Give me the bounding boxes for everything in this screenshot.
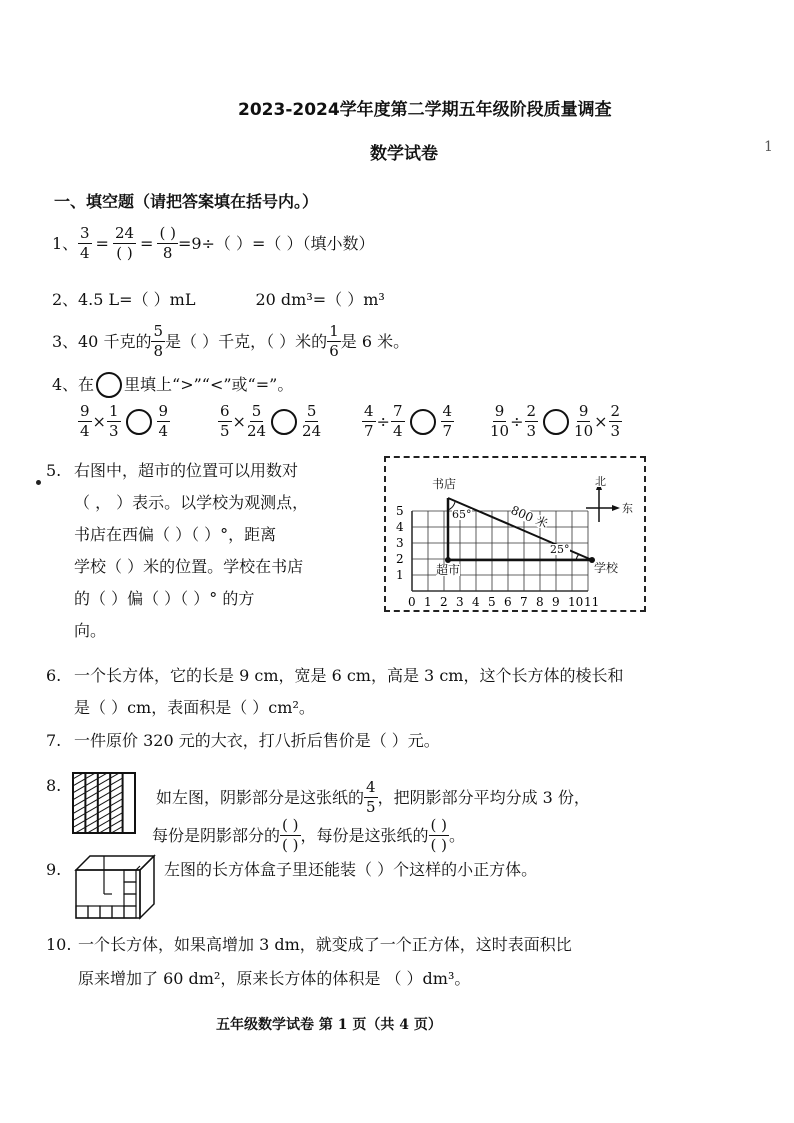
question-text: 40 千克的 bbox=[78, 331, 152, 351]
question-number: 6. bbox=[46, 666, 62, 685]
y-tick-label: 2 bbox=[396, 552, 404, 566]
box-figure bbox=[74, 854, 156, 920]
question-9-text: 左图的长方体盒子里还能装（ ）个这样的小正方体。 bbox=[164, 860, 538, 879]
fraction: $\frac{9}{10}$ bbox=[574, 402, 594, 440]
x-tick-label: 8 bbox=[536, 595, 544, 609]
x-tick-label: 6 bbox=[504, 595, 512, 609]
corner-mark: 1 bbox=[764, 139, 773, 155]
question-text: ，每份是这张纸的 bbox=[300, 825, 429, 845]
operator: × bbox=[232, 411, 246, 431]
shaded-paper-figure bbox=[72, 772, 136, 834]
compare-circle-blank[interactable] bbox=[126, 409, 152, 435]
question-text: 书店在西偏（ ）（ ）°，距离 bbox=[74, 525, 277, 544]
stray-dot bbox=[36, 480, 41, 485]
fraction: $\frac{9}{4}$ bbox=[80, 402, 90, 440]
question-1 bbox=[52, 226, 375, 261]
fraction: $\frac{9}{4}$ bbox=[158, 402, 169, 440]
question-text: 学校（ ）米的位置。学校在书店 bbox=[74, 557, 304, 576]
operator: ÷ bbox=[376, 411, 390, 431]
question-number: 5. bbox=[46, 461, 62, 480]
label-north: 北 bbox=[595, 475, 606, 488]
x-tick-label: 2 bbox=[440, 595, 448, 609]
question-text: 右图中，超市的位置可以用数对 bbox=[74, 461, 299, 480]
operator: × bbox=[92, 411, 106, 431]
label-angle-25: 25° bbox=[550, 543, 570, 556]
question-text: 。 bbox=[449, 825, 466, 845]
fraction: $\frac{2}{3}$ bbox=[610, 402, 621, 440]
y-tick-label: 4 bbox=[396, 520, 404, 534]
circle-blank-icon bbox=[96, 372, 122, 398]
shaded-paper-svg bbox=[72, 772, 136, 834]
question-5 bbox=[46, 455, 386, 647]
question-number: 4、 bbox=[52, 375, 79, 394]
x-tick-label: 9 bbox=[552, 595, 560, 609]
question-text: 的（ ）偏（ ）（ ）° 的方 bbox=[74, 589, 255, 608]
question-number: 7. bbox=[46, 731, 62, 750]
y-tick-labels bbox=[396, 504, 404, 582]
fraction: $\frac{3}{4}$ bbox=[80, 224, 90, 262]
question-text: 向。 bbox=[74, 621, 107, 640]
east-arrow-icon bbox=[612, 505, 620, 511]
question-text: ，把阴影部分平均分成 3 份， bbox=[377, 787, 590, 807]
fraction: $\frac{4}{7}$ bbox=[364, 402, 374, 440]
fraction: $\frac{2}{3}$ bbox=[526, 402, 537, 440]
compare-circle-blank[interactable] bbox=[543, 409, 569, 435]
question-text: （ ， ）表示。以学校为观测点， bbox=[74, 493, 309, 512]
comparison-item bbox=[78, 404, 170, 439]
question-text: 每份是阴影部分的 bbox=[152, 825, 281, 845]
x-tick-label: 11 bbox=[584, 595, 600, 609]
x-tick-label: 5 bbox=[488, 595, 496, 609]
operator: ÷ bbox=[510, 411, 524, 431]
fraction: $\frac{5}{24}$ bbox=[246, 402, 267, 440]
page-footer: 五年级数学试卷 第 1 页（共 4 页） bbox=[216, 1017, 442, 1033]
y-tick-label: 3 bbox=[396, 536, 404, 550]
y-tick-label: 5 bbox=[396, 504, 404, 518]
exam-title: 2023-2024学年度第二学期五年级阶段质量调查 bbox=[238, 100, 612, 120]
equals-sign: = bbox=[95, 233, 109, 253]
question-2 bbox=[52, 292, 385, 308]
question-number: 2、 bbox=[52, 290, 79, 309]
label-supermarket: 超市 bbox=[436, 563, 461, 577]
coordinate-map bbox=[384, 456, 646, 612]
question-text: 4.5 L=（ ）mL bbox=[78, 290, 196, 309]
fraction: $\frac{7}{4}$ bbox=[392, 402, 403, 440]
compare-circle-blank[interactable] bbox=[271, 409, 297, 435]
fraction: $\frac{1}{3}$ bbox=[108, 402, 119, 440]
exam-subtitle: 数学试卷 bbox=[370, 144, 438, 164]
question-number: 3、 bbox=[52, 331, 79, 351]
fraction: $\frac{5}{8}$ bbox=[153, 322, 163, 360]
answer-fraction-blank: $\frac{( )}{( )}$ bbox=[430, 816, 447, 854]
label-angle-65: 65° bbox=[452, 508, 472, 521]
question-text: 在 bbox=[78, 375, 95, 394]
question-8-line2 bbox=[152, 818, 465, 853]
question-number: 1、 bbox=[52, 233, 79, 253]
question-text: 原来增加了 60 dm²，原来长方体的体积是 （ ）dm³。 bbox=[78, 969, 471, 988]
question-text: 是 6 米。 bbox=[340, 331, 410, 351]
question-text: 一个长方体，如果高增加 3 dm，就变成了一个正方体，这时表面积比 bbox=[78, 935, 572, 954]
question-3 bbox=[52, 324, 409, 359]
x-tick-label: 4 bbox=[472, 595, 480, 609]
question-9-number: 9. bbox=[46, 860, 62, 879]
label-school: 学校 bbox=[594, 561, 619, 575]
comparison-item bbox=[490, 404, 622, 439]
question-text: 一件原价 320 元的大衣，打八折后售价是（ ）元。 bbox=[74, 731, 440, 750]
fraction: $\frac{9}{10}$ bbox=[490, 402, 510, 440]
question-text: 是（ ）千克，（ ）米的 bbox=[165, 331, 328, 351]
question-text: 一个长方体，它的长是 9 cm，宽是 6 cm，高是 3 cm，这个长方体的棱长和 bbox=[74, 666, 624, 685]
section-heading: 一、填空题（请把答案填在括号内。） bbox=[54, 192, 319, 211]
question-8-number: 8. bbox=[46, 776, 62, 795]
label-bookstore: 书店 bbox=[432, 477, 457, 491]
comparison-row bbox=[78, 402, 638, 448]
label-distance: 800 米 bbox=[508, 502, 550, 532]
question-text: =9÷（ ）=（ ）（填小数） bbox=[177, 233, 375, 253]
question-6 bbox=[46, 660, 623, 724]
operator: × bbox=[594, 411, 608, 431]
compare-circle-blank[interactable] bbox=[410, 409, 436, 435]
question-text: 20 dm³=（ ）m³ bbox=[255, 290, 385, 309]
label-east: 东 bbox=[622, 502, 633, 515]
fraction: $\frac{1}{6}$ bbox=[329, 322, 339, 360]
x-tick-labels bbox=[408, 595, 599, 609]
x-tick-label: 7 bbox=[520, 595, 528, 609]
fraction: $\frac{4}{5}$ bbox=[366, 778, 376, 816]
x-tick-label: 3 bbox=[456, 595, 464, 609]
fraction: $\frac{5}{24}$ bbox=[302, 402, 322, 440]
x-tick-label: 0 bbox=[408, 595, 416, 609]
question-text: 如左图，阴影部分是这张纸的 bbox=[156, 787, 365, 807]
question-text: 里填上“>”“<”或“=”。 bbox=[124, 375, 294, 394]
fraction: $\frac{24}{( )}$ bbox=[114, 224, 135, 262]
fraction: $\frac{6}{5}$ bbox=[220, 402, 230, 440]
y-tick-label: 1 bbox=[396, 568, 404, 582]
fraction: $\frac{4}{7}$ bbox=[442, 402, 453, 440]
small-cubes bbox=[76, 856, 140, 918]
question-8-line1 bbox=[156, 780, 590, 815]
equals-sign: = bbox=[140, 233, 154, 253]
question-number: 10. bbox=[46, 935, 72, 954]
box-svg bbox=[74, 854, 156, 920]
question-text: 是（ ）cm，表面积是（ ）cm²。 bbox=[74, 698, 315, 717]
x-tick-label: 10 bbox=[568, 595, 584, 609]
question-10 bbox=[46, 928, 572, 996]
answer-fraction-blank: $\frac{( )}{( )}$ bbox=[282, 816, 299, 854]
question-4 bbox=[52, 372, 293, 398]
x-tick-label: 1 bbox=[424, 595, 432, 609]
fraction: $\frac{( )}{8}$ bbox=[159, 224, 176, 262]
comparison-item bbox=[362, 404, 454, 439]
question-7 bbox=[46, 733, 440, 749]
comparison-item bbox=[218, 404, 321, 439]
